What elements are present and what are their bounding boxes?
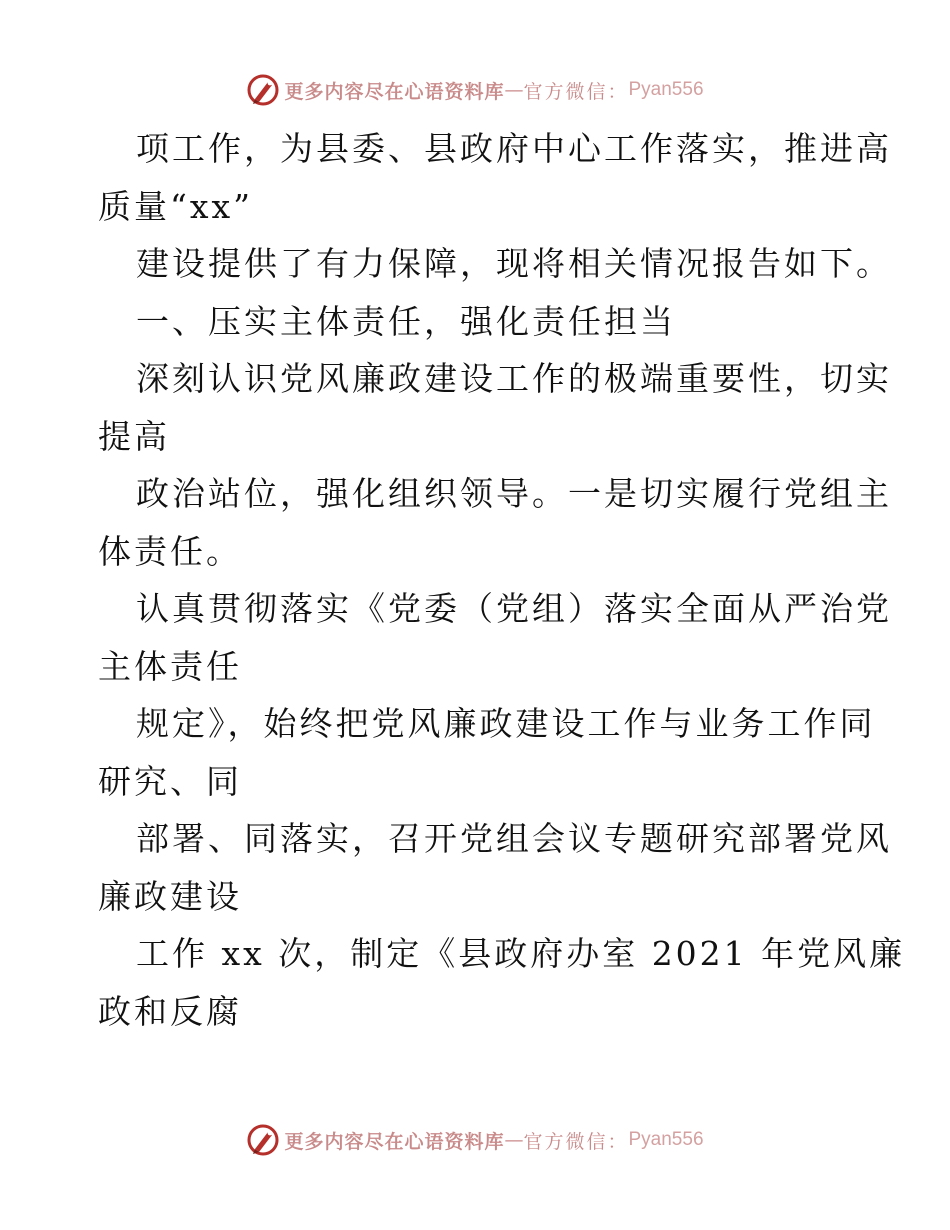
- paragraph-line: 研究、同: [98, 761, 242, 801]
- banner-wechat-label: 官方微信：: [523, 80, 629, 103]
- banner-wechat-id: Pyan556: [628, 79, 704, 100]
- paragraph-line: 体责任。: [98, 531, 242, 571]
- footer-banner: [0, 1120, 950, 1160]
- paragraph-line: 政和反腐: [98, 991, 242, 1031]
- section-heading: 一、压实主体责任，强化责任担当: [136, 301, 676, 341]
- pen-logo-icon: [246, 1123, 280, 1157]
- banner-dash: —: [504, 79, 524, 101]
- paragraph-line: 部署、同落实，召开党组会议专题研究部署党风: [136, 819, 892, 858]
- paragraph-line: 深刻认识党风廉政建设工作的极端重要性，切实: [136, 359, 892, 398]
- banner-wechat-id: Pyan556: [628, 1129, 704, 1150]
- paragraph-line: 提高: [98, 416, 170, 456]
- banner-main-text: 更多内容尽在心语资料库: [284, 80, 505, 103]
- paragraph-line: 建设提供了有力保障，现将相关情况报告如下。: [136, 244, 892, 283]
- banner-main-text: 更多内容尽在心语资料库: [284, 1130, 505, 1153]
- document-body: [98, 120, 906, 1040]
- paragraph-line: 主体责任: [98, 646, 242, 686]
- paragraph-line: 认真贯彻落实《党委（党组）落实全面从严治党: [136, 589, 892, 628]
- banner-wechat-label: 官方微信：: [523, 1130, 629, 1153]
- paragraph-line: 政治站位，强化组织领导。一是切实履行党组主: [136, 474, 892, 513]
- paragraph-line: 规定》，始终把党风廉政建设工作与业务工作同: [136, 704, 876, 743]
- paragraph-line: 工作 xx 次，制定《县政府办室 2021 年党风廉: [136, 934, 906, 973]
- header-banner: [0, 70, 950, 110]
- paragraph-line: 项工作，为县委、县政府中心工作落实，推进高: [136, 129, 892, 168]
- banner-dash: —: [504, 1129, 524, 1151]
- paragraph-line: 廉政建设: [98, 876, 242, 916]
- paragraph-line: 质量“xx”: [98, 186, 253, 226]
- pen-logo-icon: [246, 73, 280, 107]
